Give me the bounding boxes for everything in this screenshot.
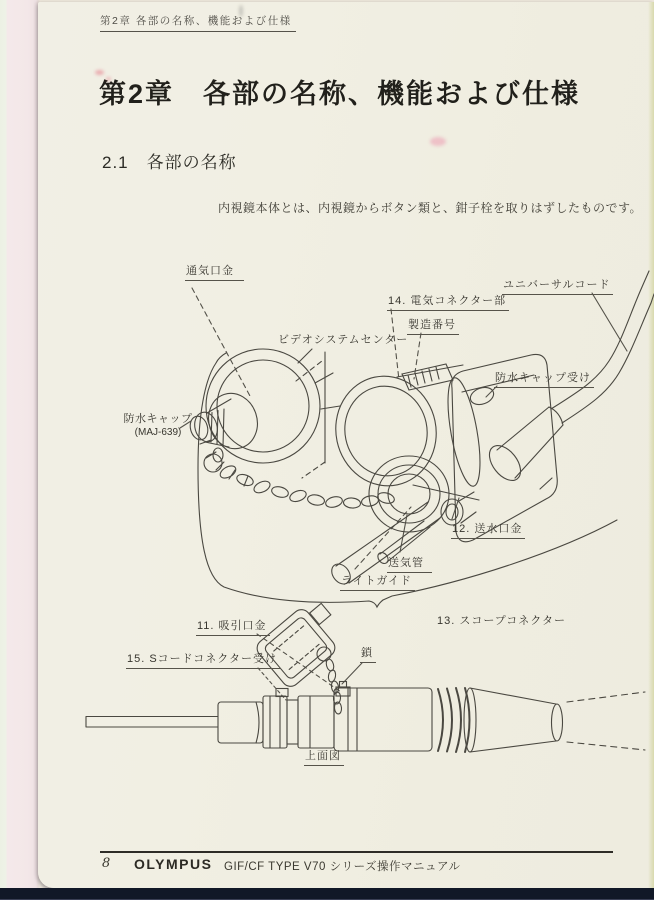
- label-video-system-center: ビデオシステムセンター: [278, 334, 409, 346]
- chapter-title: 第2章 各部の名称、機能および仕様: [99, 79, 581, 109]
- olympus-logo: OLYMPUS: [134, 856, 213, 872]
- pen-mark: [106, 77, 111, 81]
- label-s-cord-receptacle: 15. Sコードコネクター受け: [126, 650, 280, 669]
- chain-drawing: [218, 463, 395, 509]
- footer-manual-title: GIF/CF TYPE V70 シリーズ操作マニュアル: [224, 861, 461, 873]
- running-header: 第2章 各部の名称、機能および仕様: [100, 13, 296, 32]
- pink-smudge: [430, 137, 446, 146]
- label-scope-connector: 13. スコープコネクター: [437, 615, 567, 627]
- label-waterproof-cap-receptacle: 防水キャップ受け: [494, 369, 594, 388]
- label-top-view: 上面図: [304, 747, 344, 766]
- video-system-center-mark: [296, 352, 325, 478]
- label-serial-number: 製造番号: [407, 316, 459, 335]
- label-chain: 鎖: [360, 644, 376, 663]
- pen-mark: [95, 70, 104, 75]
- label-universal-cord: ユニバーサルコード: [502, 276, 613, 295]
- label-suction: 11. 吸引口金: [196, 617, 270, 636]
- page-number: 8: [102, 856, 111, 871]
- footer-divider: [100, 851, 613, 853]
- label-electrical-connector: 14. 電気コネクター部: [387, 292, 509, 311]
- label-air-vent: 通気口金: [185, 262, 244, 281]
- leader-lines: [180, 288, 627, 700]
- scan-bottom-strip: [0, 888, 654, 900]
- body-text: 内視鏡本体とは、内視鏡からボタン類と、鉗子栓を取りはずしたものです。: [218, 201, 643, 215]
- scan-mark: [239, 5, 243, 17]
- section-heading: 2.1 各部の名称: [102, 153, 237, 172]
- label-waterproof-cap: 防水キャップ (MAJ-639): [123, 413, 193, 438]
- label-light-guide: ライトガイド: [340, 572, 415, 591]
- waterproof-cap-drawing: [188, 349, 340, 486]
- label-air-pipe: 送気管: [387, 554, 432, 573]
- label-water-supply: 12. 送水口金: [451, 520, 525, 539]
